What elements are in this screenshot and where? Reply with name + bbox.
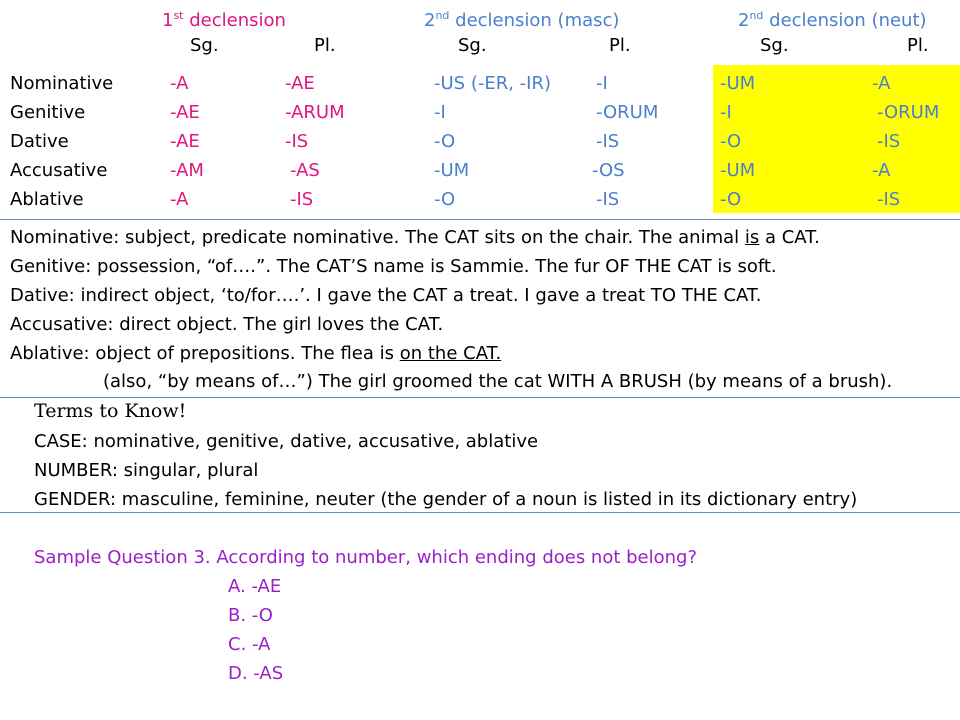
- first-sg-ending: -A: [170, 73, 189, 94]
- neut-sg-ending: -O: [720, 131, 742, 152]
- first-sg-ending: -AE: [170, 102, 200, 123]
- use-dative: Dative: indirect object, ‘to/for….’. I gave the CAT a treat. I gave a treat TO THE CAT.: [10, 285, 762, 306]
- first-pl-ending: -IS: [290, 189, 314, 210]
- use-accusative: Accusative: direct object. The girl loves the CAT.: [10, 314, 444, 335]
- masc-pl-ending: -OS: [592, 160, 625, 181]
- answer-option[interactable]: B. -O: [228, 605, 273, 626]
- term-number: NUMBER: singular, plural: [34, 460, 259, 481]
- neut-pl-ending: -A: [872, 73, 891, 94]
- first-pl-ending: -ARUM: [285, 102, 345, 123]
- question-prompt: Sample Question 3. According to number, which ending does not belong?: [34, 547, 698, 568]
- term-gender: GENDER: masculine, feminine, neuter (the gender of a noun is listed in its dictionary entry): [34, 489, 858, 510]
- neut-sg-label: Sg.: [760, 35, 789, 56]
- neut-pl-ending: -IS: [877, 131, 901, 152]
- terms-title: Terms to Know!: [34, 400, 187, 422]
- divider-line: [0, 397, 960, 398]
- case-label: Accusative: [10, 160, 108, 181]
- neut-pl-ending: -A: [872, 160, 891, 181]
- masc-pl-ending: -ORUM: [596, 102, 659, 123]
- masc-pl-ending: -IS: [596, 131, 620, 152]
- neut-sg-ending: -UM: [720, 73, 756, 94]
- second-declension-neut-header: 2nd declension (neut): [738, 9, 927, 31]
- neut-pl-label: Pl.: [907, 35, 929, 56]
- first-pl-ending: -AS: [290, 160, 320, 181]
- use-nominative: Nominative: subject, predicate nominative. The CAT sits on the chair. The animal is a CAT.: [10, 227, 820, 248]
- neut-sg-ending: -I: [720, 102, 732, 123]
- case-label: Ablative: [10, 189, 84, 210]
- masc-pl-ending: -I: [596, 73, 608, 94]
- first-sg-ending: -A: [170, 189, 189, 210]
- answer-option[interactable]: C. -A: [228, 634, 271, 655]
- divider-line: [0, 219, 960, 220]
- neut-pl-ending: -IS: [877, 189, 901, 210]
- use-genitive: Genitive: possession, “of….”. The CAT’S name is Sammie. The fur OF THE CAT is soft.: [10, 256, 777, 277]
- answer-option[interactable]: A. -AE: [228, 576, 282, 597]
- masc-pl-label: Pl.: [609, 35, 631, 56]
- neut-sg-ending: -UM: [720, 160, 756, 181]
- divider-line: [0, 512, 960, 513]
- masc-sg-ending: -UM: [434, 160, 470, 181]
- masc-sg-ending: -O: [434, 131, 456, 152]
- first-sg-label: Sg.: [190, 35, 219, 56]
- case-label: Genitive: [10, 102, 86, 123]
- neut-pl-ending: -ORUM: [877, 102, 940, 123]
- case-label: Nominative: [10, 73, 114, 94]
- case-label: Dative: [10, 131, 69, 152]
- answer-option[interactable]: D. -AS: [228, 663, 284, 684]
- first-pl-ending: -IS: [285, 131, 309, 152]
- term-case: CASE: nominative, genitive, dative, accusative, ablative: [34, 431, 539, 452]
- masc-sg-label: Sg.: [458, 35, 487, 56]
- use-ablative: Ablative: object of prepositions. The flea is on the CAT.: [10, 343, 502, 364]
- first-sg-ending: -AE: [170, 131, 200, 152]
- masc-sg-ending: -O: [434, 189, 456, 210]
- use-ablative-means: (also, “by means of…”) The girl groomed the cat WITH A BRUSH (by means of a brush).: [103, 371, 893, 392]
- masc-sg-ending: -US (-ER, -IR): [434, 73, 551, 94]
- neut-sg-ending: -O: [720, 189, 742, 210]
- masc-pl-ending: -IS: [596, 189, 620, 210]
- first-declension-header: 1st declension: [162, 9, 286, 31]
- masc-sg-ending: -I: [434, 102, 446, 123]
- first-pl-ending: -AE: [285, 73, 315, 94]
- first-sg-ending: -AM: [170, 160, 204, 181]
- first-pl-label: Pl.: [314, 35, 336, 56]
- second-declension-masc-header: 2nd declension (masc): [424, 9, 620, 31]
